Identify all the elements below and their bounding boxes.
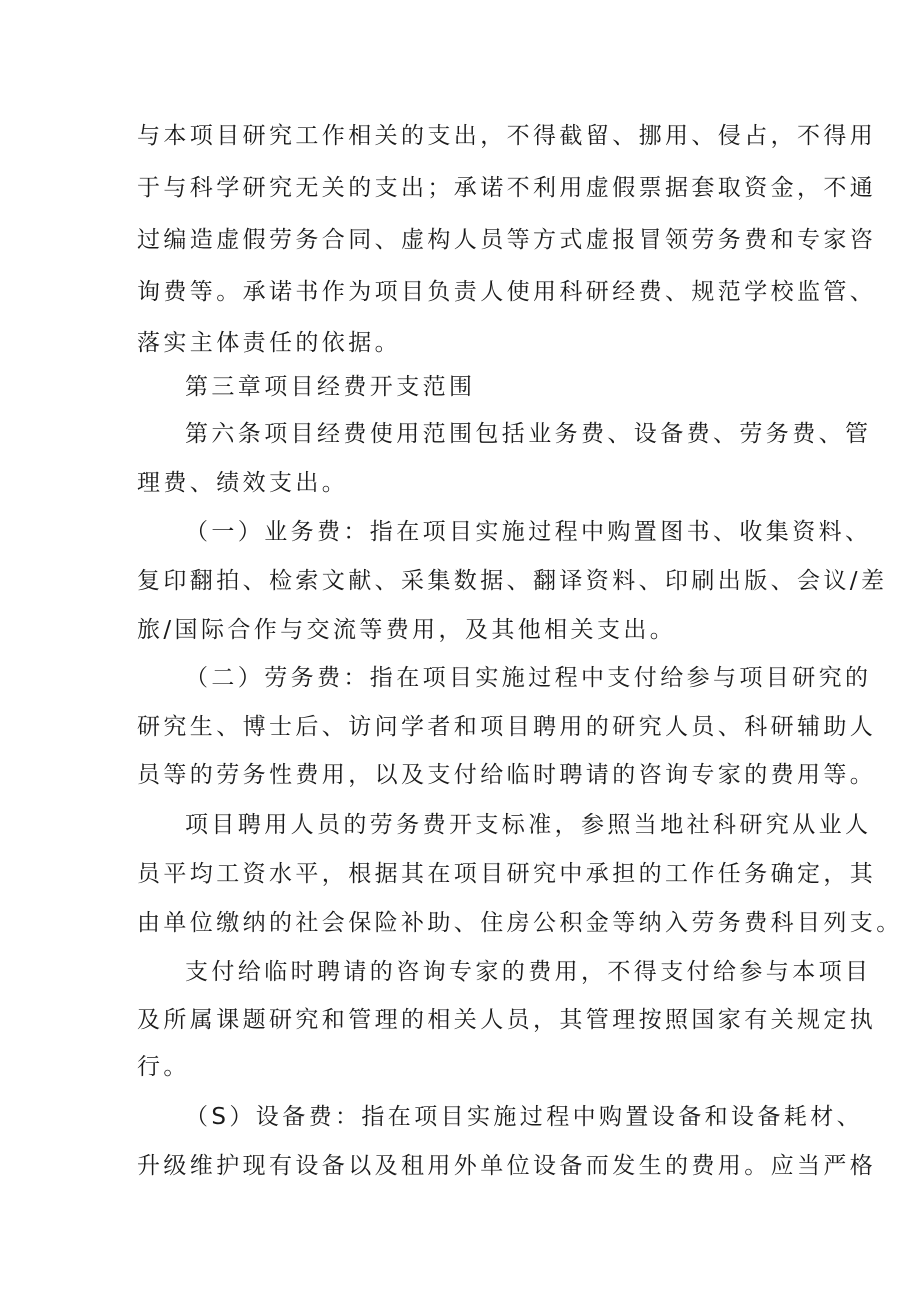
text-line-10: 复印翻拍、检索文献、采集数据、翻译资料、印刷出版、会议/差 (137, 568, 888, 594)
text-line-12: （二）劳务费：指在项目实施过程中支付给参与项目研究的 (185, 665, 872, 691)
text-line-4: 询费等。承诺书作为项目负责人使用科研经费、规范学校监管、 (137, 279, 877, 305)
text-line-17: 由单位缴纳的社会保险补助、住房公积金等纳入劳务费科目列支。 (137, 910, 903, 936)
text-line-21: （S）设备费：指在项目实施过程中购置设备和设备耗材、 (185, 1104, 863, 1130)
text-line-13: 研究生、博士后、访问学者和项目聘用的研究人员、科研辅助人 (137, 714, 877, 740)
text-line-11: 旅/国际合作与交流等费用，及其他相关支出。 (137, 617, 677, 643)
text-line-20: 行。 (137, 1054, 190, 1080)
text-line-7: 第六条项目经费使用范围包括业务费、设备费、劳务费、管 (185, 421, 872, 447)
text-line-19: 及所属课题研究和管理的相关人员，其管理按照国家有关规定执 (137, 1007, 877, 1033)
chapter-heading: 第三章项目经费开支范围 (185, 374, 476, 400)
text-line-1: 与本项目研究工作相关的支出，不得截留、挪用、侵占，不得用 (137, 123, 877, 149)
text-line-2: 于与科学研究无关的支出；承诺不利用虚假票据套取资金，不通 (137, 175, 877, 201)
text-line-22: 升级维护现有设备以及租用外单位设备而发生的费用。应当严格 (137, 1153, 877, 1179)
text-line-8: 理费、绩效支出。 (137, 470, 349, 496)
text-line-16: 员平均工资水平，根据其在项目研究中承担的工作任务确定，其 (137, 861, 877, 887)
text-line-15: 项目聘用人员的劳务费开支标准，参照当地社科研究从业人 (185, 812, 872, 838)
text-line-5: 落实主体责任的依据。 (137, 330, 401, 356)
text-line-14: 员等的劳务性费用，以及支付给临时聘请的咨询专家的费用等。 (137, 762, 877, 788)
text-line-3: 过编造虚假劳务合同、虚构人员等方式虚报冒领劳务费和专家咨 (137, 227, 877, 253)
text-line-9: （一）业务费：指在项目实施过程中购置图书、收集资料、 (185, 519, 872, 545)
text-line-18: 支付给临时聘请的咨询专家的费用，不得支付给参与本项目 (185, 959, 872, 985)
